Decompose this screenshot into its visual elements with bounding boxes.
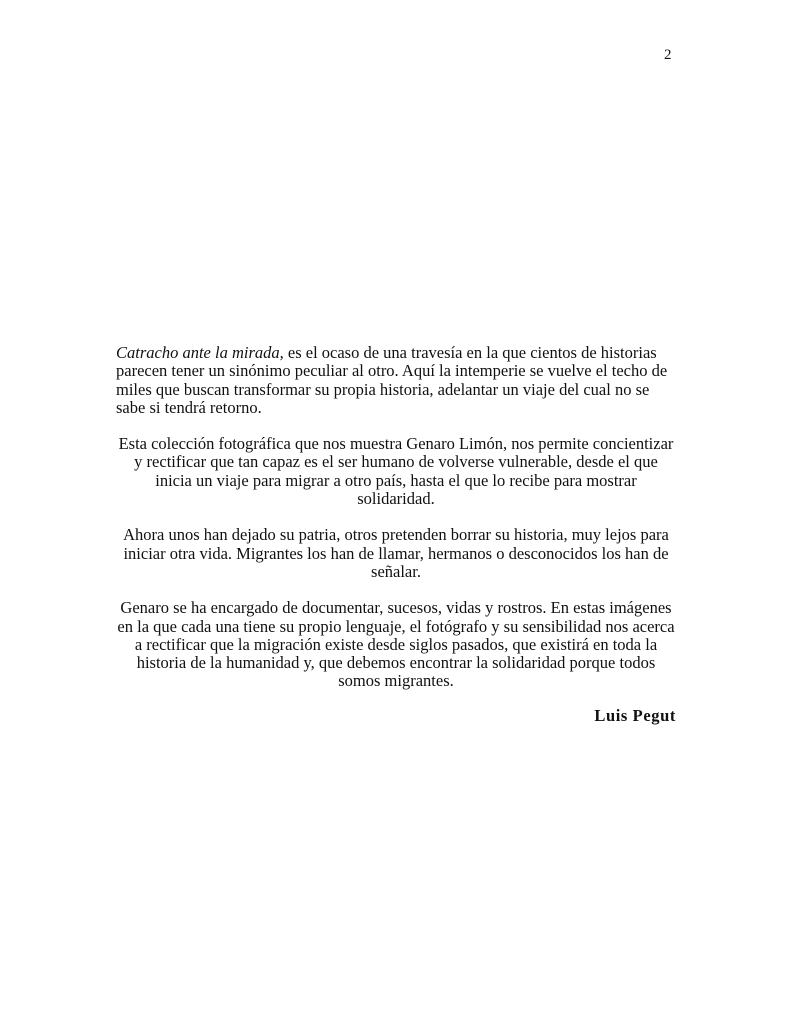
paragraph-migrants: Ahora unos han dejado su patria, otros pretenden borrar su historia, muy lejos para iniciar otra vida. Migrantes los han de llamar, hermanos o desconocidos los han de señalar. bbox=[123, 525, 669, 581]
author-signature: Luis Pegut bbox=[594, 706, 676, 725]
paragraph-documentation: Genaro se ha encargado de documentar, sucesos, vidas y rostros. En estas imágenes en la que cada una tiene su propio lenguaje, el fotógrafo y su sensibilidad nos acerca a rectificar que la migración existe desde siglos pasados, que existirá en toda la historia de la humanidad y, que debemos encontrar la solidaridad porque todos somos migrantes. bbox=[117, 598, 675, 691]
paragraph-collection: Esta colección fotográfica que nos muestra Genaro Limón, nos permite concientizar y rectificar que tan capaz es el ser humano de volverse vulnerable, desde el que inicia un viaje para migrar a otro país, hasta el que lo recibe para mostrar solidaridad. bbox=[118, 434, 674, 509]
text-body bbox=[116, 344, 676, 691]
work-title: Catracho ante la mirada, bbox=[116, 343, 284, 362]
paragraph-intro bbox=[116, 344, 676, 417]
page-number: 2 bbox=[664, 47, 672, 63]
paragraph-intro-text: es el ocaso de una travesía en la que cientos de historias parecen tener un sinónimo peculiar al otro. Aquí la intemperie se vuelve el techo de miles que buscan transformar su propia historia, adelantar un viaje del cual no se sabe si tendrá retorno. bbox=[116, 343, 668, 417]
